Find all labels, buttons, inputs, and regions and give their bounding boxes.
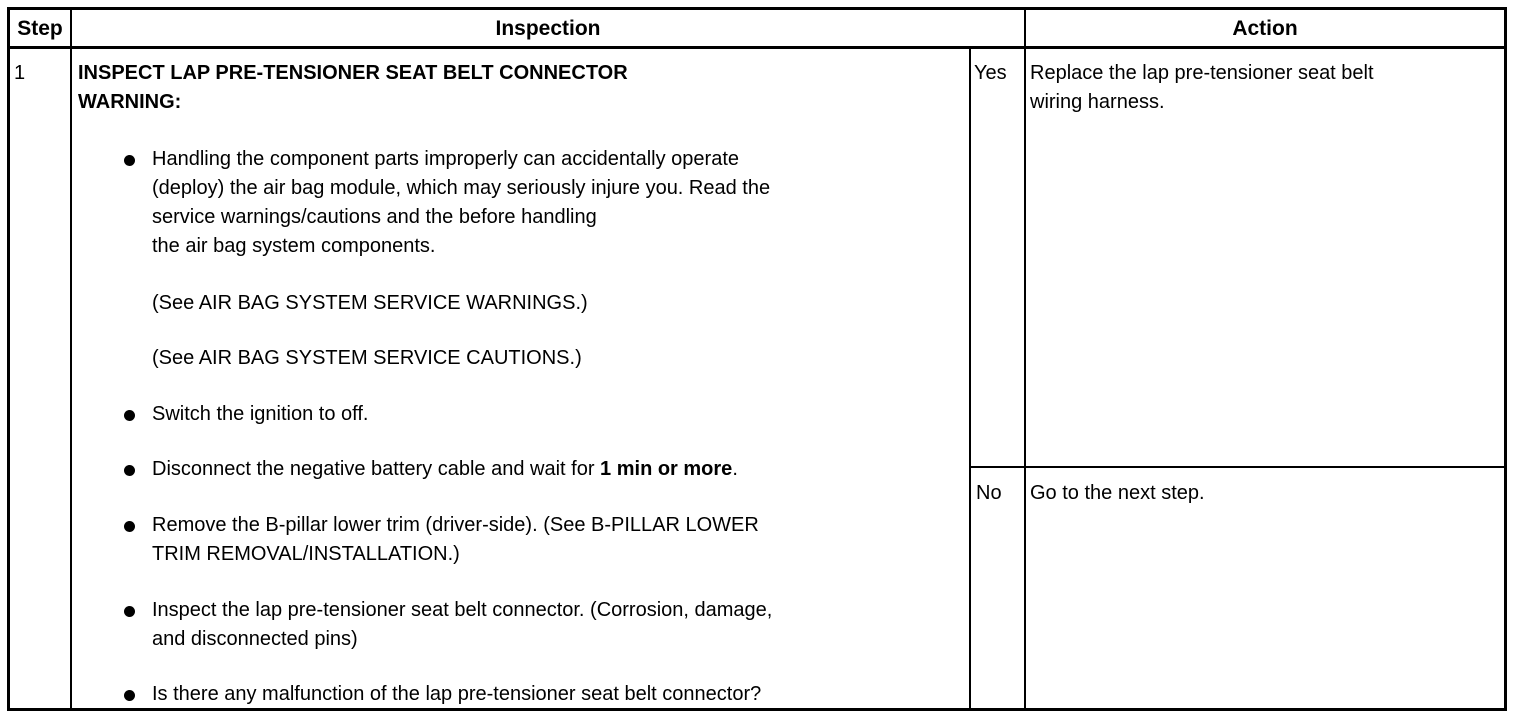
- bullet-1-line-1: Handling the component parts improperly can accidentally operate: [152, 148, 740, 170]
- header-inspection: Inspection: [495, 17, 601, 40]
- see-cautions-reference: (See AIR BAG SYSTEM SERVICE CAUTIONS.): [152, 347, 582, 369]
- see-warnings-reference: (See AIR BAG SYSTEM SERVICE WARNINGS.): [152, 292, 588, 314]
- no-label: No: [976, 482, 1002, 504]
- bullet-4-line-1: Remove the B-pillar lower trim (driver-side). (See B-PILLAR LOWER: [152, 514, 759, 536]
- yes-no-divider: [969, 466, 1504, 468]
- bullet-1-line-4: the air bag system components.: [152, 235, 436, 257]
- column-divider-step: [70, 10, 72, 708]
- header-divider: [10, 46, 1504, 49]
- yes-label: Yes: [974, 62, 1007, 84]
- bullet-icon: [124, 465, 135, 476]
- bullet-5-line-1: Inspect the lap pre-tensioner seat belt connector. (Corrosion, damage,: [152, 599, 773, 621]
- bullet-3-line-1: [152, 455, 738, 484]
- bullet-icon: [124, 690, 135, 701]
- bullet-icon: [124, 410, 135, 421]
- yes-action-line-1: Replace the lap pre-tensioner seat belt: [1030, 62, 1374, 84]
- bullet-1-line-2: (deploy) the air bag module, which may seriously injure you. Read the: [152, 177, 771, 199]
- column-divider-yesno: [969, 47, 971, 708]
- column-divider-action: [1024, 10, 1026, 708]
- inspection-table: [7, 7, 1507, 711]
- bullet-2-line-1: Switch the ignition to off.: [152, 403, 369, 425]
- bullet-icon: [124, 606, 135, 617]
- bullet-3-text: Disconnect the negative battery cable and wait for: [152, 458, 601, 480]
- bullet-3-period: .: [732, 458, 738, 480]
- bullet-4-line-2: TRIM REMOVAL/INSTALLATION.): [152, 543, 460, 565]
- bullet-3-duration: 1 min or more: [600, 458, 733, 480]
- no-action: Go to the next step.: [1030, 482, 1205, 504]
- inspection-title: INSPECT LAP PRE-TENSIONER SEAT BELT CONNECTOR: [78, 62, 628, 84]
- yes-action-line-2: wiring harness.: [1030, 91, 1165, 113]
- header-step: Step: [17, 17, 63, 40]
- header-action: Action: [1232, 17, 1298, 40]
- step-number: 1: [14, 62, 26, 84]
- bullet-icon: [124, 521, 135, 532]
- warning-label: WARNING:: [78, 91, 182, 113]
- bullet-5-line-2: and disconnected pins): [152, 628, 358, 650]
- bullet-6-line-1: Is there any malfunction of the lap pre-tensioner seat belt connector?: [152, 683, 762, 705]
- bullet-icon: [124, 155, 135, 166]
- bullet-1-line-3: service warnings/cautions and the before handling: [152, 206, 597, 228]
